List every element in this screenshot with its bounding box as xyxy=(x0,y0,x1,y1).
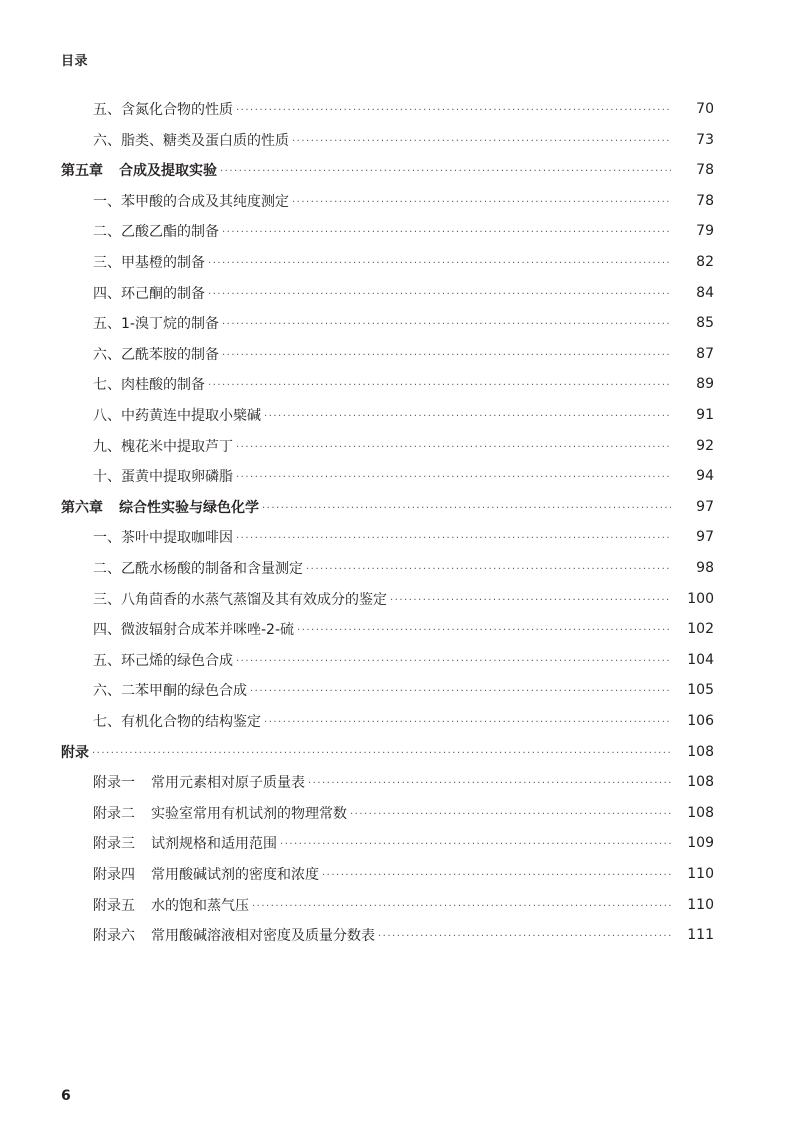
toc-entry-label: 综合性实验与绿色化学 xyxy=(119,499,259,516)
toc-entry[interactable] xyxy=(0,216,800,246)
page-number: 6 xyxy=(61,1088,71,1104)
toc-entry-title xyxy=(0,711,261,731)
toc-entry-label: 六、脂类、糖类及蛋白质的性质 xyxy=(93,132,289,149)
toc-entry-number: 附录六 xyxy=(93,928,135,945)
toc-entry[interactable] xyxy=(0,431,800,461)
toc-entry[interactable] xyxy=(0,828,800,858)
toc-entry-number: 附录二 xyxy=(93,805,135,822)
toc-entry-title xyxy=(0,772,305,792)
toc-dot-leader xyxy=(308,772,671,792)
toc-entry-page: 85 xyxy=(696,315,714,332)
toc-entry-title xyxy=(0,833,277,853)
toc-entry-page: 110 xyxy=(687,866,714,882)
toc-dot-leader xyxy=(250,680,671,700)
toc-entry-label: 六、二苯甲酮的绿色合成 xyxy=(93,683,247,700)
toc-entry[interactable] xyxy=(0,247,800,277)
toc-entry-label: 常用元素相对原子质量表 xyxy=(151,775,305,792)
toc-entry-label: 七、肉桂酸的制备 xyxy=(93,377,205,394)
toc-entry-page: 106 xyxy=(687,713,714,729)
toc-entry[interactable] xyxy=(0,522,800,552)
toc-entry-page: 108 xyxy=(687,743,714,760)
toc-entry[interactable] xyxy=(0,186,800,216)
toc-entry-title xyxy=(0,619,294,639)
toc-entry[interactable] xyxy=(0,890,800,920)
toc-entry-label: 水的饱和蒸气压 xyxy=(151,897,249,914)
toc-entry[interactable] xyxy=(0,155,800,185)
toc-entry[interactable] xyxy=(0,461,800,491)
toc-entry-page: 78 xyxy=(696,162,714,179)
toc-entry-page: 97 xyxy=(696,529,714,546)
toc-entry-page: 94 xyxy=(696,468,714,485)
toc-entry[interactable] xyxy=(0,369,800,399)
toc-entry-number: 附录一 xyxy=(93,775,135,792)
toc-entry[interactable] xyxy=(0,675,800,705)
toc-entry[interactable] xyxy=(0,125,800,155)
toc-entry[interactable] xyxy=(0,584,800,614)
toc-entry-title xyxy=(0,160,217,180)
toc-entry-label: 常用酸碱试剂的密度和浓度 xyxy=(151,867,319,883)
toc-entry-title xyxy=(0,497,259,517)
toc-entry-page: 104 xyxy=(687,651,714,668)
toc-dot-leader xyxy=(378,925,671,945)
toc-entry-title xyxy=(0,252,205,272)
toc-entry[interactable] xyxy=(0,553,800,583)
toc-entry-page: 108 xyxy=(687,804,714,821)
toc-entry[interactable] xyxy=(0,767,800,797)
toc-entry-title xyxy=(0,650,233,670)
toc-dot-leader xyxy=(236,527,671,547)
toc-dot-leader xyxy=(220,160,671,180)
toc-entry-title xyxy=(0,344,219,364)
toc-dot-leader xyxy=(222,221,671,241)
toc-entry[interactable] xyxy=(0,94,800,124)
toc-entry[interactable] xyxy=(0,492,800,522)
toc-dot-leader xyxy=(262,497,671,517)
toc-entry-page: 97 xyxy=(696,498,714,515)
toc-entry-page: 102 xyxy=(687,621,714,638)
toc-entry-page: 92 xyxy=(696,437,714,454)
toc-dot-leader xyxy=(390,589,671,609)
toc-entry-page: 98 xyxy=(696,560,714,576)
toc-entry-label: 三、甲基橙的制备 xyxy=(93,255,205,271)
toc-entry[interactable] xyxy=(0,308,800,338)
toc-entry-label: 六、乙酰苯胺的制备 xyxy=(93,346,219,363)
toc-entry-number: 附录四 xyxy=(93,867,135,883)
toc-entry-page: 111 xyxy=(687,927,714,944)
toc-entry-title xyxy=(0,558,303,578)
toc-entry-label: 实验室常用有机试剂的物理常数 xyxy=(151,805,347,822)
toc-entry-number: 第五章 xyxy=(61,163,103,180)
toc-entry-label: 五、含氮化合物的性质 xyxy=(93,102,233,118)
toc-entry[interactable] xyxy=(0,706,800,736)
toc-dot-leader xyxy=(297,619,671,639)
toc-dot-leader xyxy=(264,711,671,731)
toc-dot-leader xyxy=(322,864,671,884)
toc-entry-title xyxy=(0,283,205,303)
toc-entry-page: 84 xyxy=(696,284,714,301)
toc-entry-label: 五、环己烯的绿色合成 xyxy=(93,652,233,669)
toc-entry-title xyxy=(0,895,249,915)
toc-entry-page: 91 xyxy=(696,407,714,423)
toc-entry-title xyxy=(0,191,289,211)
toc-dot-leader xyxy=(208,252,671,272)
toc-entry-label: 七、有机化合物的结构鉴定 xyxy=(93,714,261,730)
toc-entry-page: 109 xyxy=(687,835,714,852)
toc-entry[interactable] xyxy=(0,920,800,950)
toc-dot-leader xyxy=(236,436,671,456)
toc-entry-page: 79 xyxy=(696,223,714,240)
toc-dot-leader xyxy=(236,650,671,670)
toc-dot-leader xyxy=(92,742,671,762)
toc-entry-page: 108 xyxy=(687,774,714,791)
toc-entry-page: 87 xyxy=(696,345,714,362)
toc-entry-title xyxy=(0,436,233,456)
toc-entry-page: 78 xyxy=(696,192,714,209)
toc-entry-page: 82 xyxy=(696,254,714,270)
toc-entry-page: 100 xyxy=(687,590,714,607)
toc-entry-label: 三、八角茴香的水蒸气蒸馏及其有效成分的鉴定 xyxy=(93,591,387,608)
toc-entry-title xyxy=(0,99,233,119)
toc-dot-leader xyxy=(222,313,671,333)
toc-entry-title xyxy=(0,589,387,609)
toc-entry-label: 二、乙酸乙酯的制备 xyxy=(93,224,219,241)
toc-entry-label: 八、中药黄连中提取小檗碱 xyxy=(93,408,261,424)
toc-entry[interactable] xyxy=(0,278,800,308)
toc-entry-label: 一、苯甲酸的合成及其纯度测定 xyxy=(93,193,289,210)
toc-entry-title xyxy=(0,313,219,333)
toc-dot-leader xyxy=(208,283,671,303)
toc-entry-label: 四、环己酮的制备 xyxy=(93,285,205,302)
toc-entry-label: 合成及提取实验 xyxy=(119,163,217,180)
toc-entry-label: 四、微波辐射合成苯并咪唑-2-硫 xyxy=(93,622,295,639)
toc-entry-title xyxy=(0,466,233,486)
toc-dot-leader xyxy=(264,405,671,425)
toc-entry-page: 89 xyxy=(696,376,714,393)
toc-entry-number: 第六章 xyxy=(61,499,103,516)
toc-dot-leader xyxy=(292,191,671,211)
toc-entry-page: 70 xyxy=(696,101,714,117)
toc-entry-page: 73 xyxy=(696,131,714,148)
toc-dot-leader xyxy=(222,344,671,364)
toc-entry-title xyxy=(0,374,205,394)
toc-entry-label: 九、槐花米中提取芦丁 xyxy=(93,438,233,455)
toc-dot-leader xyxy=(306,558,671,578)
toc-entry[interactable] xyxy=(0,400,800,430)
toc-entry-title xyxy=(0,130,289,150)
toc-entry-title xyxy=(0,527,233,547)
toc-entry-label: 附录 xyxy=(61,744,89,761)
toc-entry-title xyxy=(0,405,261,425)
toc-entry-label: 二、乙酰水杨酸的制备和含量测定 xyxy=(93,561,303,577)
toc-entry-label: 试剂规格和适用范围 xyxy=(151,836,277,853)
toc-entry-title xyxy=(0,803,347,823)
toc-entry[interactable] xyxy=(0,859,800,889)
toc-entry-title xyxy=(0,742,89,762)
toc-entry-label: 十、蛋黄中提取卵磷脂 xyxy=(93,469,233,486)
toc-entry-label: 五、1-溴丁烷的制备 xyxy=(93,316,219,333)
toc-entry[interactable] xyxy=(0,645,800,675)
toc-dot-leader xyxy=(350,803,671,823)
toc-entry[interactable] xyxy=(0,737,800,767)
toc-dot-leader xyxy=(236,99,671,119)
toc-entry-label: 一、茶叶中提取咖啡因 xyxy=(93,530,233,547)
toc-dot-leader xyxy=(208,374,671,394)
toc-dot-leader xyxy=(292,130,671,150)
toc-dot-leader xyxy=(280,833,671,853)
toc-entry[interactable] xyxy=(0,798,800,828)
toc-entry[interactable] xyxy=(0,614,800,644)
toc-dot-leader xyxy=(236,466,671,486)
toc-entry-number: 附录五 xyxy=(93,897,135,914)
toc-entry-page: 110 xyxy=(687,896,714,913)
toc-entry-number: 附录三 xyxy=(93,836,135,853)
toc-dot-leader xyxy=(252,895,671,915)
toc-entry-label: 常用酸碱溶液相对密度及质量分数表 xyxy=(151,928,375,945)
toc-entry-title xyxy=(0,864,319,884)
toc-entry-title xyxy=(0,680,247,700)
running-header: 目录 xyxy=(61,54,89,69)
toc-entry-title xyxy=(0,221,219,241)
toc-entry-page: 105 xyxy=(687,682,714,699)
toc-entry[interactable] xyxy=(0,339,800,369)
toc-entry-title xyxy=(0,925,375,945)
